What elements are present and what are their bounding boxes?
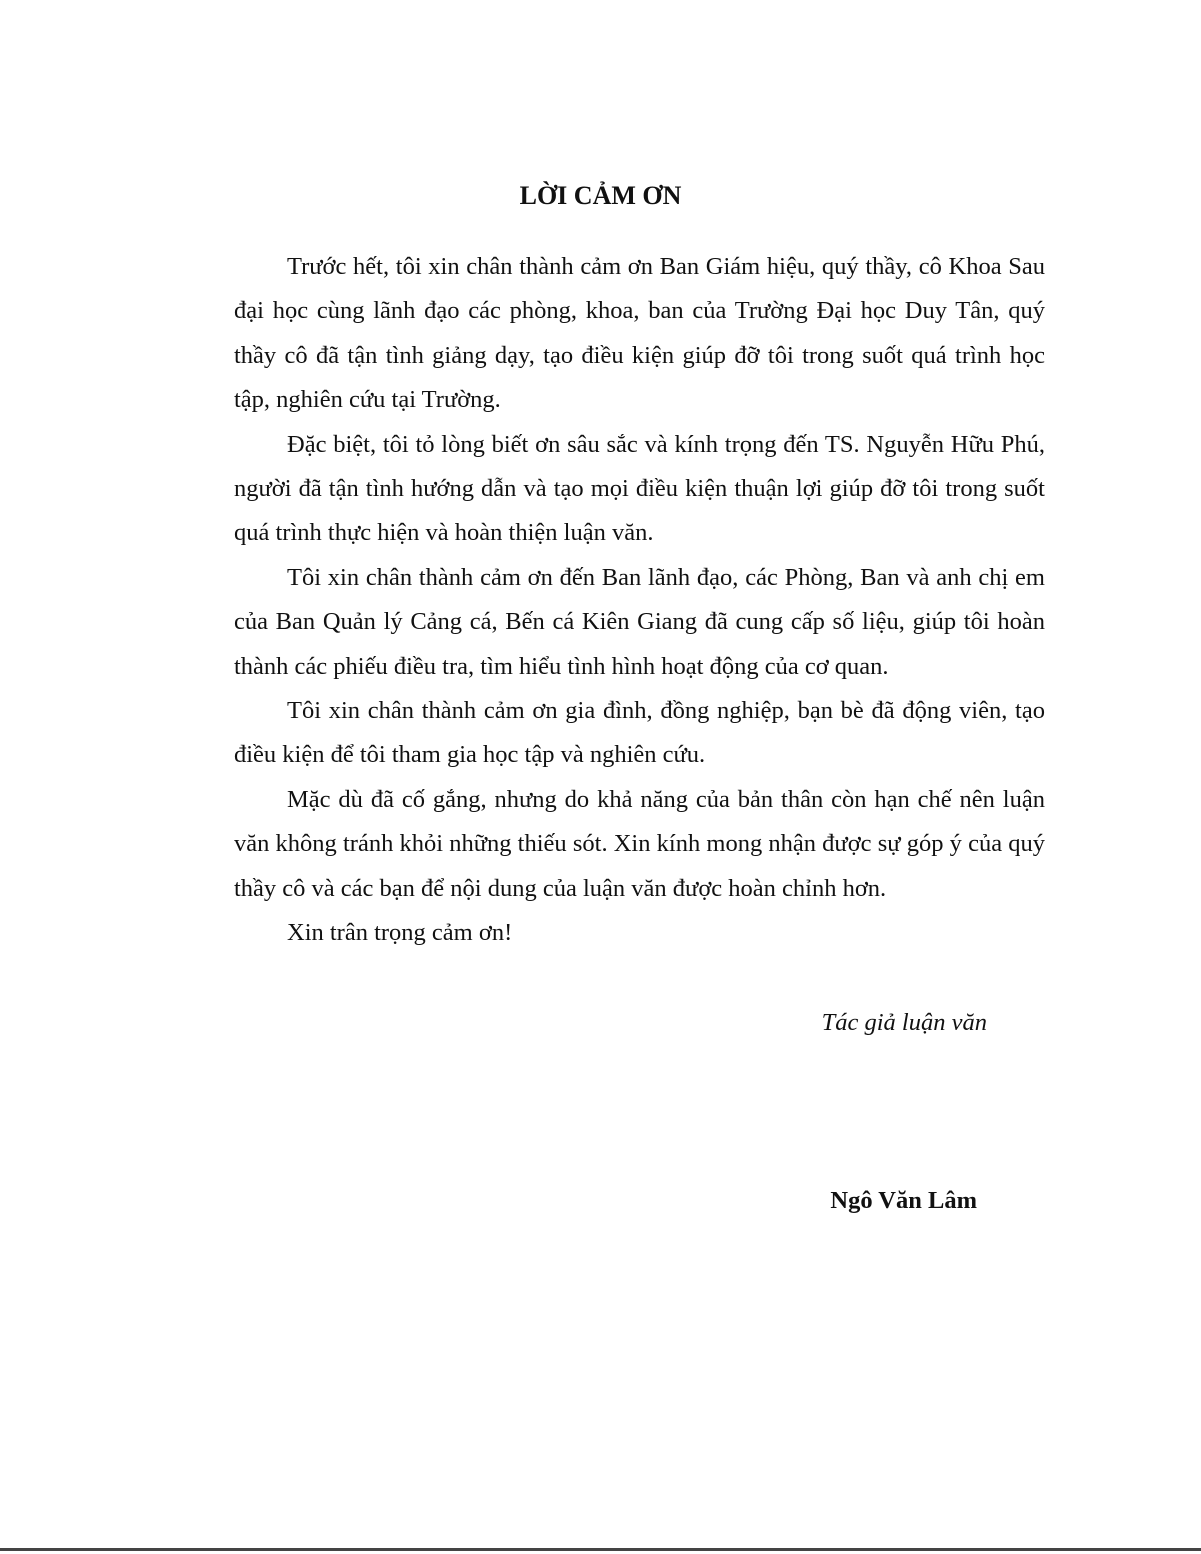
paragraph-5: Mặc dù đã cố gắng, nhưng do khả năng của bản thân còn hạn chế nên luận văn không tránh khỏi những thiếu sót. Xin kính mong nhận được sự góp ý của quý thầy cô và các bạn để nội dung của luận văn được hoàn chỉnh hơn. [234, 785, 1045, 902]
page-bottom-border [0, 1548, 1201, 1551]
closing-line: Xin trân trọng cảm ơn! [287, 919, 513, 947]
paragraph-2: Đặc biệt, tôi tỏ lòng biết ơn sâu sắc và kính trọng đến TS. Nguyễn Hữu Phú, người đã tận tình hướng dẫn và tạo mọi điều kiện thuận lợi giúp đỡ tôi trong suốt quá trình thực hiện và hoàn thiện luận văn. [234, 430, 1045, 547]
author-name: Ngô Văn Lâm [830, 1187, 977, 1214]
paragraph-4: Tôi xin chân thành cảm ơn gia đình, đồng nghiệp, bạn bè đã động viên, tạo điều kiện để tôi tham gia học tập và nghiên cứu. [234, 697, 1045, 769]
page-title: LỜI CẢM ƠN [519, 181, 682, 210]
paragraph-1: Trước hết, tôi xin chân thành cảm ơn Ban Giám hiệu, quý thầy, cô Khoa Sau đại học cùng lãnh đạo các phòng, khoa, ban của Trường Đại học Duy Tân, quý thầy cô đã tận tình giảng dạy, tạo điều kiện giúp đỡ tôi trong suốt quá trình học tập, nghiên cứu tại Trường. [234, 253, 1045, 414]
acknowledgement-body [234, 245, 1045, 956]
paragraph-3: Tôi xin chân thành cảm ơn đến Ban lãnh đạo, các Phòng, Ban và anh chị em của Ban Quản lý Cảng cá, Bến cá Kiên Giang đã cung cấp số liệu, giúp tôi hoàn thành các phiếu điều tra, tìm hiểu tình hình hoạt động của cơ quan. [234, 563, 1045, 680]
author-role: Tác giả luận văn [821, 1009, 987, 1036]
